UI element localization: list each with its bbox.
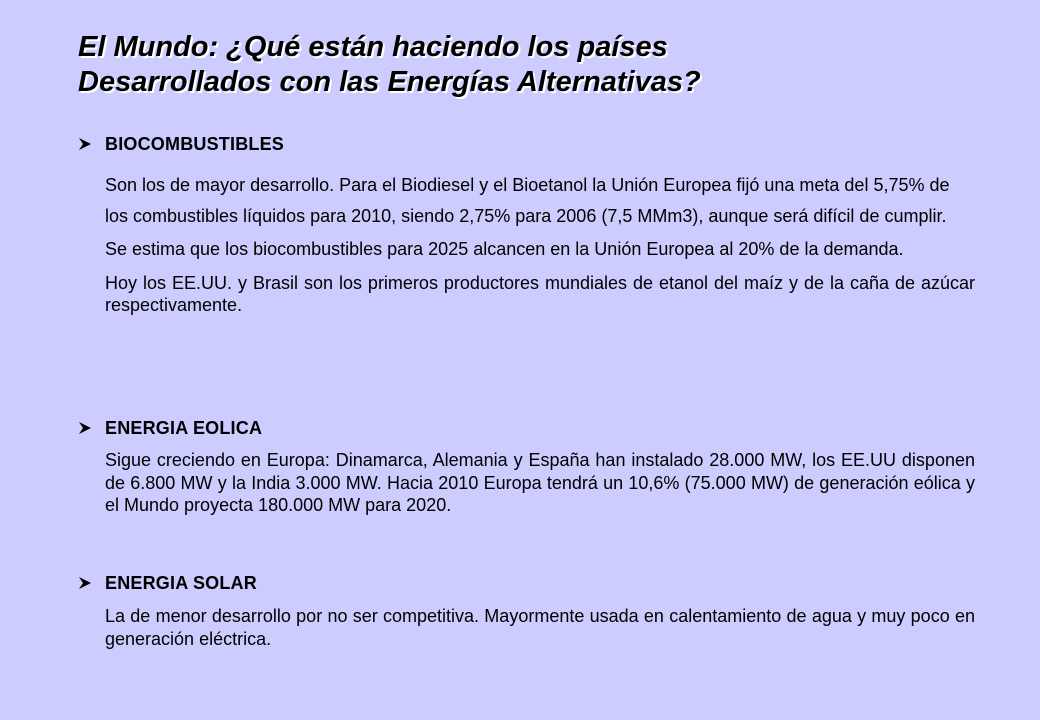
section-heading (78, 571, 975, 595)
arrowhead-bullet-icon (78, 576, 105, 590)
section-heading (78, 416, 975, 440)
paragraph: Se estima que los biocombustibles para 2025 alcancen en la Unión Europea al 20% de la demanda. (105, 239, 904, 259)
arrowhead-bullet-icon (78, 137, 105, 151)
paragraph: Son los de mayor desarrollo. Para el Biodiesel y el Bioetanol la Unión Europea fijó una meta del 5,75% de los combustibles líquidos para 2010, siendo 2,75% para 2006 (7,5 MMm3), aunque será difícil de cumplir. (105, 175, 950, 226)
paragraph: Sigue creciendo en Europa: Dinamarca, Alemania y España han instalado 28.000 MW, los EE.UU disponen de 6.800 MW y la India 3.000 MW. Hacia 2010 Europa tendrá un 10,6% (75.000 MW) de generación eólica y el Mundo proyecta 180.000 MW para 2020. (105, 450, 975, 515)
arrowhead-bullet-icon (78, 421, 105, 435)
heading-label: ENERGIA EOLICA (105, 417, 263, 438)
paragraph: La de menor desarrollo por no ser competitiva. Mayormente usada en calentamiento de agua y muy poco en generación eléctrica. (105, 606, 975, 649)
section-biocombustibles (78, 132, 975, 317)
section-heading (78, 132, 975, 156)
title-line-1: El Mundo: ¿Qué están haciendo los países (78, 31, 668, 63)
section-energia-solar (78, 571, 975, 650)
heading-label: ENERGIA SOLAR (105, 572, 257, 593)
slide-title (78, 30, 701, 100)
section-energia-eolica (78, 416, 975, 517)
title-line-2: Desarrollados con las Energías Alternativas? (78, 66, 701, 98)
heading-label: BIOCOMBUSTIBLES (105, 133, 285, 154)
paragraph: Hoy los EE.UU. y Brasil son los primeros productores mundiales de etanol del maíz y de la caña de azúcar respectivamente. (105, 272, 975, 315)
